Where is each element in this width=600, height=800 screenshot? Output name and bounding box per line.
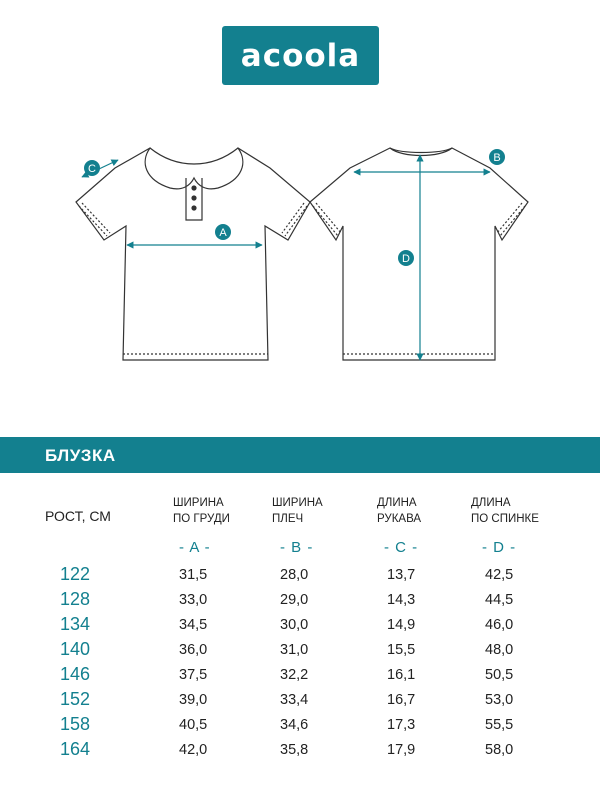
cell-sleeve-length: 14,9 [387, 617, 416, 633]
column-header-d-line1: ДЛИНА [471, 497, 511, 509]
brand-logo-text: acoola [240, 37, 361, 74]
cell-back-length: 58,0 [485, 742, 514, 758]
marker-d-label: D [402, 253, 410, 265]
cell-back-length: 55,5 [485, 717, 514, 733]
cell-shoulder-width: 28,0 [280, 567, 309, 583]
cell-sleeve-length: 16,7 [387, 692, 416, 708]
product-title: БЛУЗКА [45, 446, 116, 465]
cell-chest-width: 39,0 [179, 692, 208, 708]
column-header-c-line2: РУКАВА [377, 513, 422, 525]
size-table-body [0, 564, 600, 764]
column-header-c [377, 495, 421, 527]
blouse-measurement-diagram [0, 130, 600, 390]
column-letter-c: - C - [384, 539, 419, 556]
table-row [0, 689, 600, 714]
front-buttons [191, 185, 196, 210]
cell-shoulder-width: 34,6 [280, 717, 309, 733]
cell-shoulder-width: 32,2 [280, 667, 309, 683]
column-header-a-line2: ПО ГРУДИ [173, 513, 230, 525]
cell-sleeve-length: 17,9 [387, 742, 416, 758]
column-header-a-line1: ШИРИНА [173, 497, 224, 509]
row-height: 164 [60, 739, 91, 759]
cell-chest-width: 34,5 [179, 617, 208, 633]
column-header-b [272, 495, 323, 527]
cell-sleeve-length: 14,3 [387, 592, 416, 608]
column-header-b-line2: ПЛЕЧ [272, 513, 304, 525]
cell-sleeve-length: 17,3 [387, 717, 416, 733]
cell-shoulder-width: 31,0 [280, 642, 309, 658]
table-row [0, 639, 600, 664]
cell-shoulder-width: 30,0 [280, 617, 309, 633]
cell-chest-width: 37,5 [179, 667, 208, 683]
marker-b-label: B [493, 152, 501, 164]
column-letter-a: - A - [179, 539, 211, 556]
column-letter-d: - D - [482, 539, 517, 556]
cell-shoulder-width: 33,4 [280, 692, 309, 708]
cell-back-length: 48,0 [485, 642, 514, 658]
row-height: 140 [60, 639, 91, 659]
cell-sleeve-length: 16,1 [387, 667, 416, 683]
brand-logo [222, 26, 379, 85]
row-height: 134 [60, 614, 91, 634]
table-row [0, 564, 600, 589]
marker-c-label: C [88, 163, 96, 175]
table-row [0, 614, 600, 639]
cell-chest-width: 36,0 [179, 642, 208, 658]
cell-chest-width: 31,5 [179, 567, 208, 583]
row-height: 152 [60, 689, 91, 709]
column-letter-b: - B - [280, 539, 314, 556]
table-row [0, 714, 600, 739]
row-height: 128 [60, 589, 91, 609]
cell-chest-width: 42,0 [179, 742, 208, 758]
table-row [0, 589, 600, 614]
cell-chest-width: 33,0 [179, 592, 208, 608]
cell-sleeve-length: 13,7 [387, 567, 416, 583]
row-height: 146 [60, 664, 91, 684]
cell-back-length: 46,0 [485, 617, 514, 633]
cell-sleeve-length: 15,5 [387, 642, 416, 658]
column-header-b-line1: ШИРИНА [272, 497, 323, 509]
cell-shoulder-width: 29,0 [280, 592, 309, 608]
table-row [0, 739, 600, 764]
cell-back-length: 53,0 [485, 692, 514, 708]
column-header-a [173, 495, 230, 527]
cell-back-length: 50,5 [485, 667, 514, 683]
height-column-header: РОСТ, СМ [45, 508, 111, 524]
cell-chest-width: 40,5 [179, 717, 208, 733]
cell-back-length: 42,5 [485, 567, 514, 583]
column-header-c-line1: ДЛИНА [377, 497, 417, 509]
column-header-d [471, 495, 539, 527]
product-banner [0, 437, 600, 473]
marker-a-label: A [219, 227, 227, 239]
cell-back-length: 44,5 [485, 592, 514, 608]
column-header-d-line2: ПО СПИНКЕ [471, 513, 539, 525]
table-row [0, 664, 600, 689]
blouse-front-view [76, 148, 310, 360]
blouse-back-view [310, 148, 528, 360]
row-height: 158 [60, 714, 91, 734]
row-height: 122 [60, 564, 91, 584]
cell-shoulder-width: 35,8 [280, 742, 309, 758]
